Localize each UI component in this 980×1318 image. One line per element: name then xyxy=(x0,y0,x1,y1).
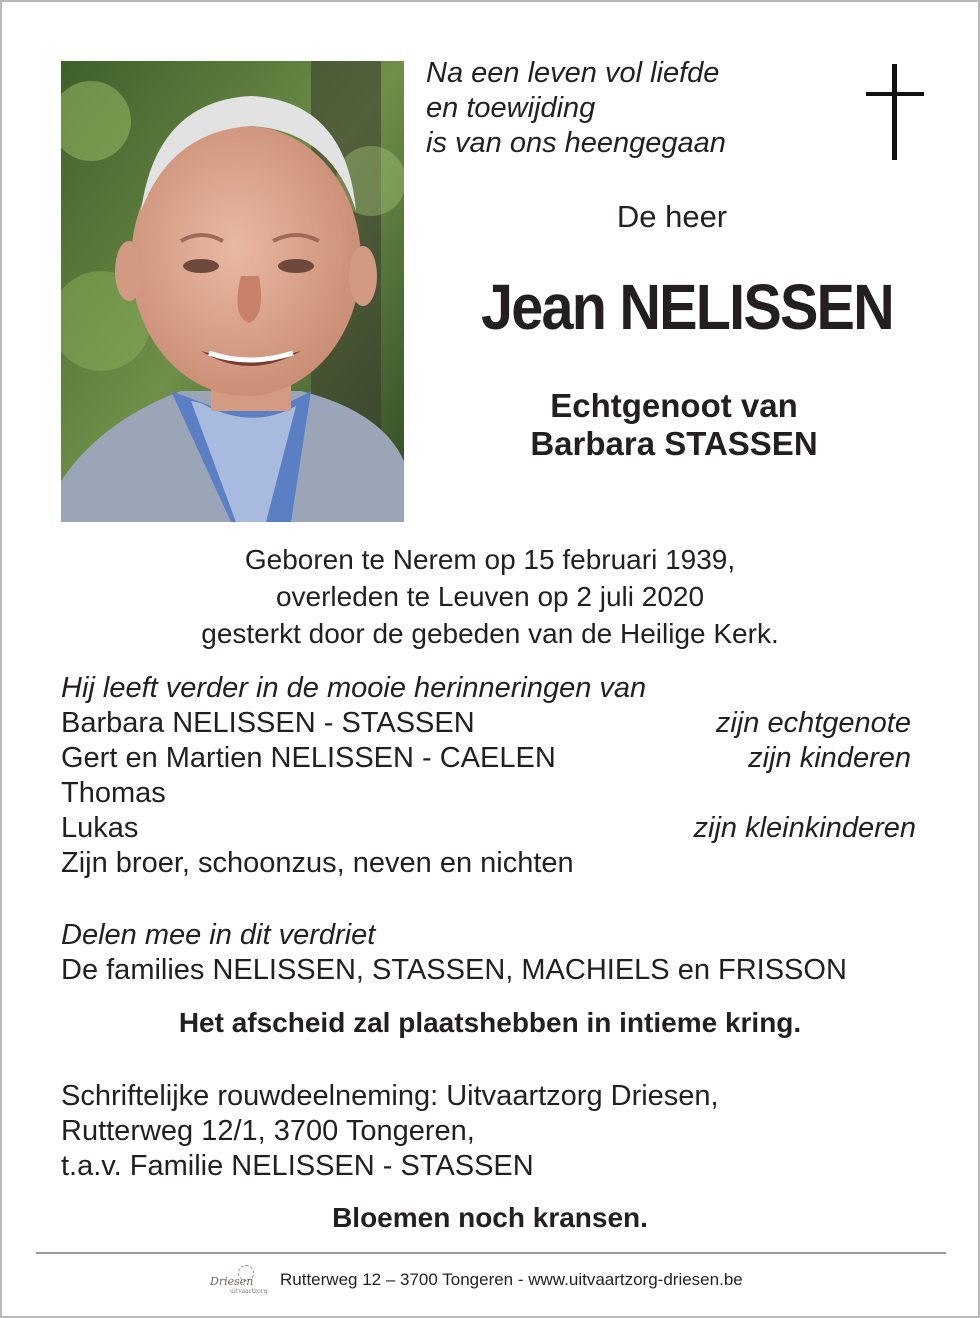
mourners-heading: Hij leeft verder in de mooie herinneringen van xyxy=(61,672,647,704)
logo-subtitle: uitvaartzorg xyxy=(230,1288,268,1295)
death-line: overleden te Leuven op 2 juli 2020 xyxy=(275,581,705,612)
birth-line: Geboren te Nerem op 15 februari 1939, xyxy=(244,544,736,575)
condolence-line: Schriftelijke rouwdeelneming: Uitvaartzorg Driesen, xyxy=(61,1080,719,1112)
spouse-info xyxy=(472,387,876,463)
mourner-name: Zijn broer, schoonzus, neven en nichten xyxy=(61,847,574,879)
honorific-title: De heer xyxy=(616,199,728,234)
birth-death-info xyxy=(2,541,978,652)
intro-line: en toewijding xyxy=(426,92,596,124)
driesen-logo-icon xyxy=(210,1264,268,1296)
mourner-row xyxy=(61,706,921,741)
mourner-name: Barbara NELISSEN - STASSEN xyxy=(61,707,475,739)
families-line: De families NELISSEN, STASSEN, MACHIELS en FRISSON xyxy=(61,954,847,986)
intro-line: Na een leven vol liefde xyxy=(426,57,720,89)
mourner-row xyxy=(61,846,921,881)
intro-line: is van ons heengegaan xyxy=(426,127,726,159)
mourner-role: zijn kinderen xyxy=(748,742,911,774)
farewell-notice: Het afscheid zal plaatshebben in intieme kring. xyxy=(178,1007,802,1038)
condolence-line: Rutterweg 12/1, 3700 Tongeren, xyxy=(61,1115,475,1147)
cross-icon xyxy=(866,64,924,160)
mourner-row xyxy=(61,741,921,776)
portrait-illustration xyxy=(61,61,404,522)
footer-divider xyxy=(36,1252,946,1254)
condolence-line: t.a.v. Familie NELISSEN - STASSEN xyxy=(61,1150,534,1182)
flowers-notice: Bloemen noch kransen. xyxy=(332,1202,648,1233)
intro-text xyxy=(426,56,726,161)
condolence-address xyxy=(61,1079,719,1184)
faith-line: gesterkt door de gebeden van de Heilige Kerk. xyxy=(201,618,779,649)
sharing-heading: Delen mee in dit verdriet xyxy=(61,919,376,951)
mourner-name: Thomas xyxy=(61,777,166,809)
mourner-name: Gert en Martien NELISSEN - CAELEN xyxy=(61,742,556,774)
spouse-line: Echtgenoot van xyxy=(550,387,798,424)
mourner-row xyxy=(61,776,921,811)
portrait-photo xyxy=(61,61,404,522)
logo-wordmark: Driesen xyxy=(210,1275,254,1288)
mourner-row xyxy=(61,811,921,846)
mourner-name: Lukas xyxy=(61,812,139,844)
deceased-name: Jean NELISSEN xyxy=(481,271,893,343)
mourner-role: zijn kleinkinderen xyxy=(693,812,916,844)
footer-address: Rutterweg 12 – 3700 Tongeren - www.uitvaartzorg-driesen.be xyxy=(280,1270,743,1289)
mourners-list xyxy=(61,671,921,881)
mourner-role: zijn echtgenote xyxy=(715,707,911,739)
spouse-name: Barbara STASSEN xyxy=(530,425,818,462)
sharing-families xyxy=(61,918,847,988)
